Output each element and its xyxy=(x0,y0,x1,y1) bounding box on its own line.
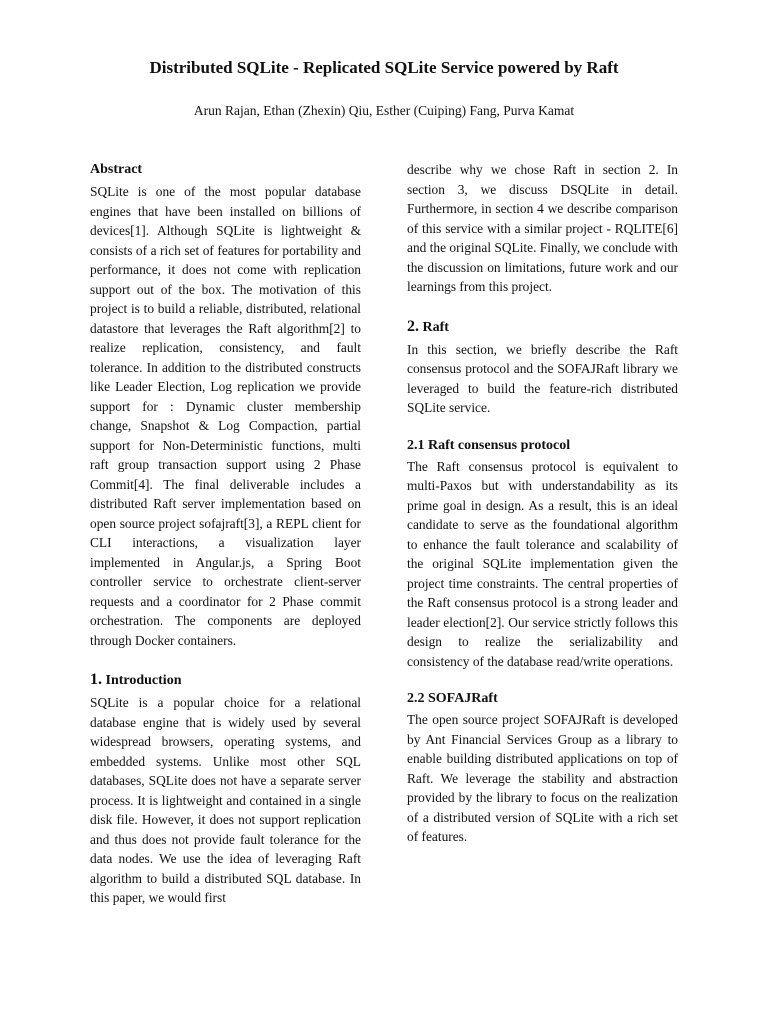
raft-text: In this section, we briefly describe the Raft consensus protocol and the SOFAJRaft library we leveraged to build the feature-rich distributed SQLite service. xyxy=(407,341,678,415)
paper-authors: Arun Rajan, Ethan (Zhexin) Qiu, Esther (Cuiping) Fang, Purva Kamat xyxy=(193,103,575,118)
abstract-text: SQLite is one of the most popular database engines that have been installed on billions of devices[1]. Although SQLite is lightweight & consists of a rich set of features for portability and performance, it does not come with replication support out of the box. The motivation of this project is to build a reliable, distributed, relational datastore that leverages the Raft algorithm[2] to realize replication, consistency, and fault tolerance. In addition to the distributed constructs like Leader Election, Log replication we provide support for : Dynamic cluster membership change, Snapshot & Log Compaction, partial support for Non-Deterministic functions, multi raft group transaction support using 2 Phase Commit[4]. The final deliverable includes a distributed Raft server implementation based on open source project sofajraft[3], a REPL client for CLI interactions, a visualization layer implemented in Angular.js, a Spring Boot controller service to orchestrate client-server requests and a coordinator for 2 Phase commit orchestration. The components are deployed through Docker containers. xyxy=(90,184,361,648)
raft-title: Raft xyxy=(422,319,449,335)
raft-number: 2. xyxy=(407,317,419,335)
raft-consensus-text: The Raft consensus protocol is equivalent to multi-Paxos but with understandability as its prime goal in design. As a result, this is an ideal candidate to serve as the foundational algorithm to enhance the fault tolerance and scalability of the original SQLite implementation given the project time constraints. The central properties of the Raft consensus protocol is a strong leader and leader election[2]. Our service strictly follows this design to realize the serializability and consistency of the database read/write operations. xyxy=(407,458,678,669)
introduction-number: 1. xyxy=(90,671,102,688)
abstract-heading: Abstract xyxy=(90,162,143,177)
paper-title: Distributed SQLite - Replicated SQLite Service powered by Raft xyxy=(149,58,619,77)
raft-consensus-heading: 2.1 Raft consensus protocol xyxy=(407,437,571,453)
introduction-title: Introduction xyxy=(105,673,182,688)
sofajraft-heading: 2.2 SOFAJRaft xyxy=(407,691,498,706)
introduction-text: SQLite is a popular choice for a relational database engine that is widely used by several widespread browsers, operating systems, and embedded systems. Unlike most other SQL databases, SQLite does not have a separate server process. It is lightweight and contained in a single disk file. However, it does not support replication and thus does not provide fault tolerance for the data nodes. We use the idea of leveraging Raft algorithm to build a distributed SQL database. In this paper, we would first xyxy=(90,695,361,905)
right-column xyxy=(407,160,678,847)
sofajraft-text: The open source project SOFAJRaft is developed by Ant Financial Services Group as a library to enable building distributed applications on top of Raft. We leverage the stability and abstraction provided by the library to focus on the realization of a distributed version of SQLite with a rich set of features. xyxy=(407,712,678,844)
left-column xyxy=(90,160,361,908)
raft-heading xyxy=(407,317,678,338)
introduction-continuation: describe why we chose Raft in section 2. In section 3, we discuss DSQLite in detail. Furthermore, in section 4 we describe comparison of this service with a similar project - RQLITE[6] and the original SQLite. Finally, we conclude with the discussion on limitations, future work and our learnings from this project. xyxy=(407,162,678,294)
introduction-heading xyxy=(90,670,361,691)
